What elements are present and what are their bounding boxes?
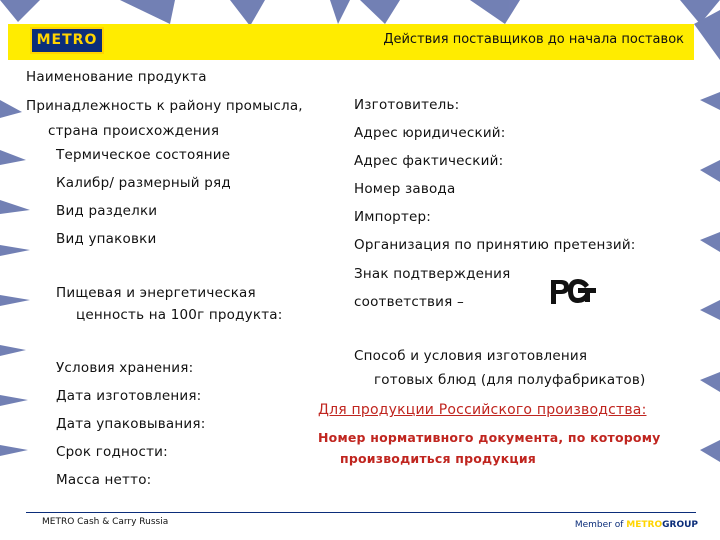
method-label-line2: готовых блюд (для полуфабрикатов) (374, 372, 646, 388)
origin-label-line2: страна происхождения (48, 123, 220, 139)
legal-address-label: Адрес юридический: (354, 125, 506, 141)
storage-label: Условия хранения: (56, 360, 194, 376)
caliber-label: Калибр/ размерный ряд (56, 175, 231, 191)
member-of-text: Member of (574, 520, 624, 530)
plant-number-label: Номер завода (354, 181, 456, 197)
product-name-label: Наименование продукта (26, 69, 207, 85)
footer-divider (26, 512, 696, 513)
net-weight-label: Масса нетто: (56, 472, 152, 488)
conformity-label-line2: соответствия – (354, 294, 464, 310)
method-label-line1: Способ и условия изготовления (354, 348, 588, 364)
manufacture-date-label: Дата изготовления: (56, 388, 202, 404)
footer-brand-metro: METRO (626, 520, 663, 530)
footer-member-of (575, 520, 698, 530)
metro-logo: METRO (30, 27, 104, 54)
manufacturer-label: Изготовитель: (354, 97, 460, 113)
shelf-life-label: Срок годности: (56, 444, 168, 460)
thermal-state-label: Термическое состояние (56, 147, 231, 163)
importer-label: Импортер: (354, 209, 432, 225)
nutrition-label-line1: Пищевая и энергетическая (56, 285, 256, 301)
packaging-type-label: Вид упаковки (56, 231, 157, 247)
packing-date-label: Дата упаковывания: (56, 416, 206, 432)
slide-title: Действия поставщиков до начала поставок (383, 32, 684, 47)
pct-conformity-mark-icon (545, 276, 597, 306)
normative-doc-line1: Номер нормативного документа, по которому (318, 430, 661, 445)
conformity-label-line1: Знак подтверждения (354, 266, 511, 282)
russian-production-heading: Для продукции Российского производства: (318, 402, 647, 418)
actual-address-label: Адрес фактический: (354, 153, 504, 169)
nutrition-label-line2: ценность на 100г продукта: (76, 307, 283, 323)
normative-doc-line2: производиться продукция (340, 451, 537, 466)
footer-company-name: METRO Cash & Carry Russia (42, 517, 169, 527)
claims-org-label: Организация по принятию претензий: (354, 237, 636, 253)
origin-label-line1: Принадлежность к району промысла, (26, 98, 303, 114)
cut-type-label: Вид разделки (56, 203, 158, 219)
footer-brand-group: GROUP (662, 520, 698, 530)
